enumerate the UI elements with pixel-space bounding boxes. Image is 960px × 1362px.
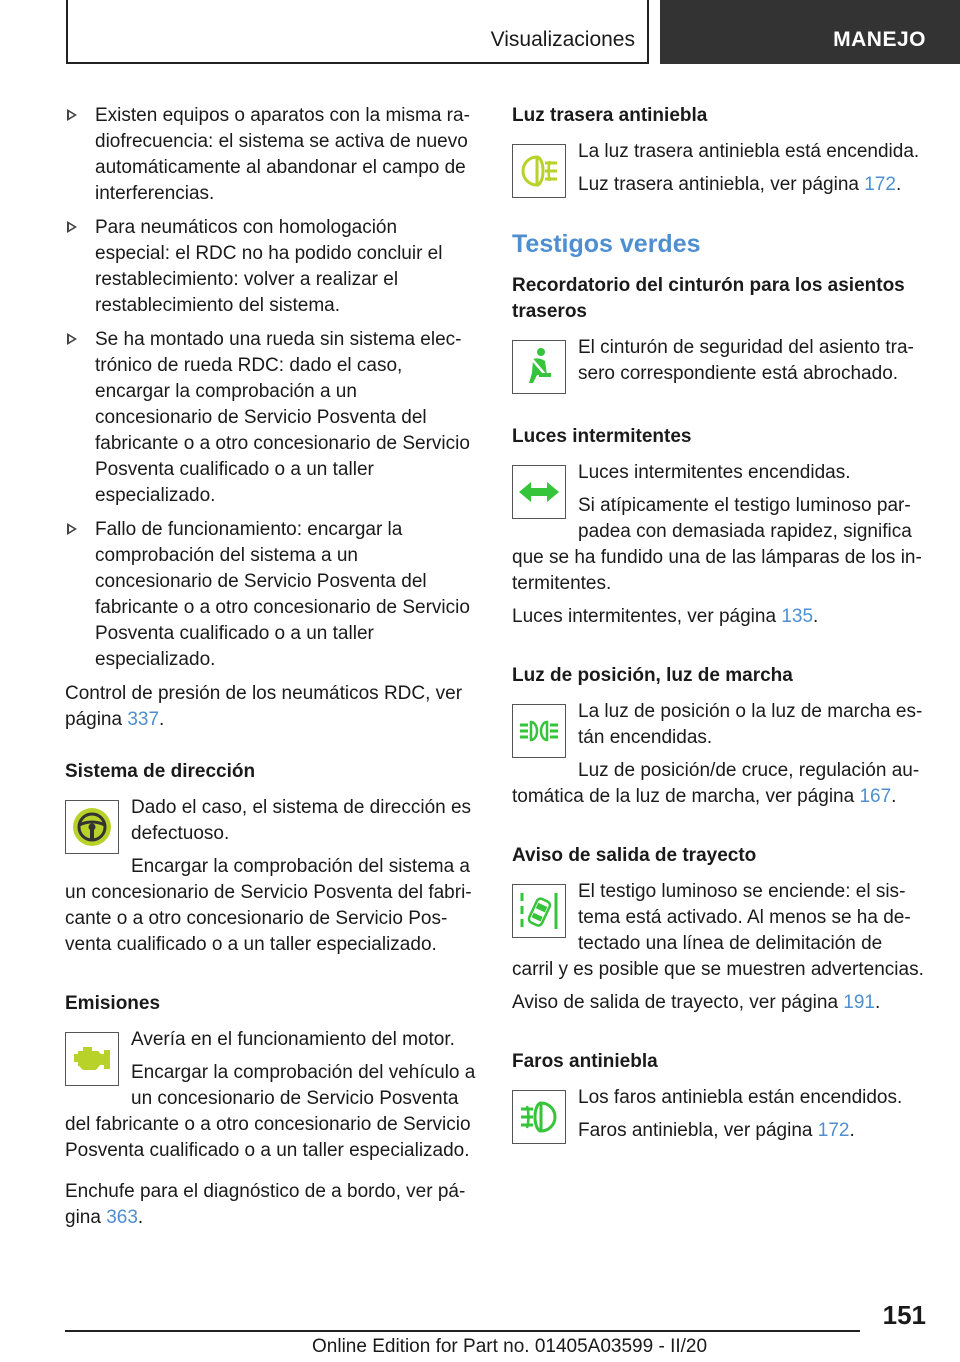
page-link-191[interactable]: 191: [843, 992, 875, 1013]
page-header: [0, 0, 960, 66]
page-number: 151: [882, 1300, 926, 1330]
front-fog-entry: [512, 1085, 928, 1151]
lane-ref: Aviso de salida de trayecto, ver página 191.: [512, 992, 881, 1013]
page-link-337[interactable]: 337: [127, 709, 160, 730]
front-fog-ref: Faros antiniebla, ver página 172.: [578, 1120, 855, 1141]
chapter-tab: [660, 0, 960, 64]
page-link-172-fog[interactable]: 172: [817, 1120, 850, 1141]
turn-text-1: Luces intermitentes encendidas.: [578, 462, 851, 483]
section-title: Visualizaciones: [490, 28, 635, 51]
position-text-2: Luz de posición/de cruce, regulación automática de la luz de marcha, ver página 167.: [512, 760, 920, 807]
page-link-135[interactable]: 135: [781, 606, 814, 627]
page-link-167[interactable]: 167: [859, 786, 892, 807]
lane-departure-icon: [512, 884, 566, 938]
rear-fog-heading: Luz trasera antiniebla: [512, 105, 708, 126]
lane-text-1: El testigo luminoso se enciende: el sistema está activado. Al menos se ha detectado una línea de delimitación de carril y es posible que se muestren advertencias.: [512, 881, 924, 980]
chapter-title: MANEJO: [833, 28, 926, 51]
list-item: Para neumáticos con homologación especial: el RDC no ha podido concluir el restablecimiento: volver a realizar el restablecimiento del sistema.: [65, 215, 477, 319]
position-text-1: La luz de posición o la luz de marcha están encendidas.: [578, 701, 923, 748]
footer-divider: [65, 1330, 860, 1332]
seatbelt-entry: [512, 335, 928, 398]
green-indicators-heading: Testigos verdes: [512, 230, 701, 258]
bullet-list: [65, 103, 477, 673]
front-fog-light-icon: [512, 1090, 566, 1144]
triangle-bullet-icon: [67, 523, 77, 535]
rdc-reference: Control de presión de los neumáticos RDC, ver página 337.: [65, 683, 463, 730]
turn-heading: Luces intermitentes: [512, 426, 692, 447]
emissions-text-1: Avería en el funcionamiento del motor.: [131, 1029, 455, 1050]
emissions-entry: [65, 1027, 477, 1171]
position-entry: [512, 699, 928, 817]
steering-entry: [65, 795, 477, 965]
turn-ref: Luces intermitentes, ver página 135.: [512, 606, 819, 627]
position-light-icon: [512, 704, 566, 758]
turn-text-2: Si atípicamente el testigo luminoso parpadea con demasiada rapidez, significa que se ha fundido una de las lámparas de los intermitentes.: [512, 495, 922, 594]
seatbelt-heading: Recordatorio del cinturón para los asientos traseros: [512, 275, 905, 322]
list-item: Existen equipos o aparatos con la misma radiofrecuencia: el sistema se activa de nuevo automáticamente al abandonar el campo de interferencias.: [65, 103, 477, 207]
list-item: Se ha montado una rueda sin sistema electrónico de rueda RDC: dado el caso, encargar la comprobación a un concesionario de Servicio Posventa del fabricante o a otro concesionario de Servicio Posventa cualificado o a un taller especializado.: [65, 327, 477, 509]
steering-wheel-warning-icon: [65, 800, 119, 854]
steering-text-2: Encargar la comprobación del sistema a un concesionario de Servicio Posventa del fabricante o a otro concesionario de Servicio Posventa cualificado o a un taller especializado.: [65, 856, 472, 955]
position-heading: Luz de posición, luz de marcha: [512, 665, 793, 686]
rear-fog-light-icon: [512, 144, 566, 198]
section-tab: [66, 0, 649, 64]
triangle-bullet-icon: [67, 333, 77, 345]
turn-signal-icon: [512, 465, 566, 519]
left-column: [65, 103, 477, 1231]
obd-reference: Enchufe para el diagnóstico de a bordo, ver página 363.: [65, 1181, 466, 1228]
edition-note: Online Edition for Part no. 01405A03599 - II/20: [312, 1336, 708, 1357]
steering-heading: Sistema de dirección: [65, 761, 256, 782]
triangle-bullet-icon: [67, 109, 77, 121]
lane-heading: Aviso de salida de trayecto: [512, 845, 757, 866]
rear-fog-entry: [512, 139, 928, 205]
front-fog-text-1: Los faros antiniebla están encendidos.: [578, 1087, 903, 1108]
steering-text-1: Dado el caso, el sistema de dirección es defectuoso.: [131, 797, 472, 844]
triangle-bullet-icon: [67, 221, 77, 233]
turn-entry: [512, 460, 928, 637]
seatbelt-text-1: El cinturón de seguridad del asiento trasero correspondiente está abrochado.: [578, 337, 914, 384]
right-column: [512, 103, 928, 1151]
rear-fog-text-1: La luz trasera antiniebla está encendida.: [578, 141, 920, 162]
front-fog-heading: Faros antiniebla: [512, 1051, 658, 1072]
list-item: Fallo de funcionamiento: encargar la comprobación del sistema a un concesionario de Servicio Posventa del fabricante o a otro concesionario de Servicio Posventa cualificado o a un taller especializado.: [65, 517, 477, 673]
emissions-heading: Emisiones: [65, 993, 161, 1014]
page-link-172[interactable]: 172: [864, 174, 896, 195]
lane-entry: [512, 879, 928, 1023]
engine-check-icon: [65, 1032, 119, 1086]
rear-fog-ref: Luz trasera antiniebla, ver página 172.: [578, 174, 902, 195]
page-link-363[interactable]: 363: [106, 1207, 138, 1228]
seatbelt-icon: [512, 340, 566, 394]
emissions-text-2: Encargar la comprobación del vehículo a un concesionario de Servicio Posventa del fabricante o a otro concesionario de Servicio Posventa cualificado o a un taller especializado.: [65, 1062, 476, 1161]
